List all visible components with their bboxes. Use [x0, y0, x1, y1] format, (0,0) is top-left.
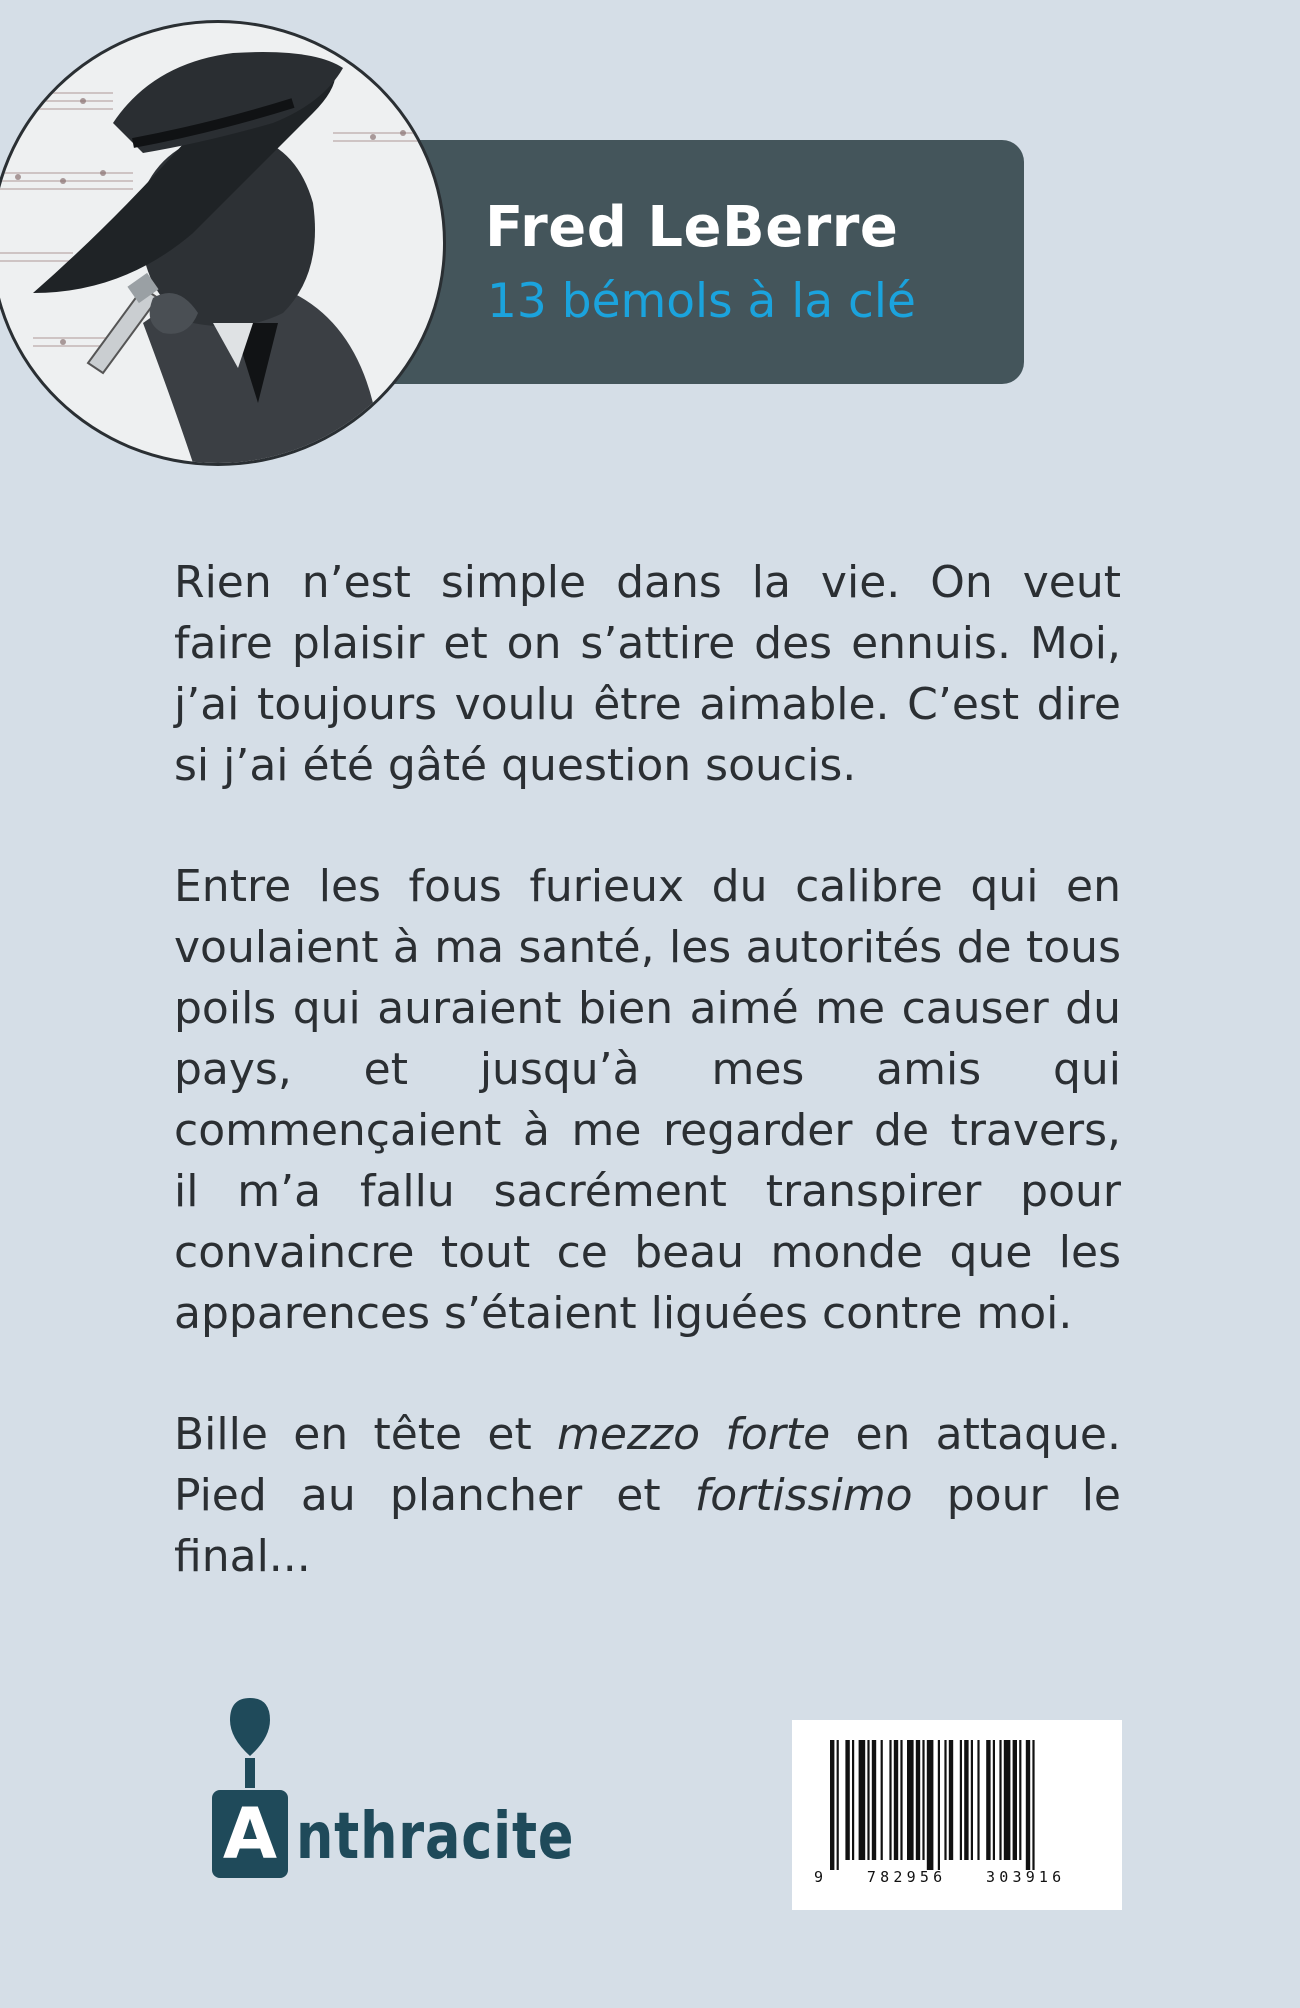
- barcode-bar: [971, 1740, 973, 1860]
- barcode-bar: [845, 1740, 849, 1860]
- barcode-bar: [881, 1740, 883, 1860]
- barcode-bar: [830, 1740, 834, 1870]
- barcode-bar: [894, 1740, 898, 1860]
- barcode-bar: [1026, 1740, 1030, 1870]
- barcode-bar: [867, 1740, 869, 1860]
- barcode-bar: [960, 1740, 962, 1860]
- barcode-bar: [1032, 1740, 1034, 1870]
- barcode-bar: [927, 1740, 934, 1870]
- publisher-logo: [212, 1698, 592, 1878]
- barcode-bar: [964, 1740, 968, 1860]
- blurb-text-run: pour le final...: [174, 1470, 1122, 1582]
- barcode-bar: [949, 1740, 953, 1860]
- barcode-bar: [900, 1740, 902, 1860]
- barcode-bar: [837, 1740, 839, 1870]
- barcode-bar: [859, 1740, 866, 1860]
- barcode-bars: [792, 1720, 1122, 1870]
- barcode-bar: [938, 1740, 940, 1870]
- barcode-bar: [852, 1740, 854, 1860]
- barcode-bar: [916, 1740, 920, 1860]
- logo-letter-a: A: [222, 1793, 278, 1875]
- saxophonist-illustration: [0, 23, 443, 463]
- portrait-medallion: [0, 20, 446, 466]
- blurb-italic-term: mezzo forte: [557, 1409, 831, 1460]
- barcode-bar: [907, 1740, 914, 1860]
- blurb-italic-term: fortissimo: [694, 1470, 913, 1521]
- blurb-paragraph-2: Entre les fous furieux du calibre qui en voulaient à ma santé, les autorités de tous poils qui auraient bien aimé me causer du pays, et jusqu’à mes amis qui commençaient à me regarder de travers, il m’a fallu sacrément transpirer pour convaincre tout ce beau monde que les apparences s’étaient liguées contre moi.: [174, 861, 1121, 1339]
- blurb-text: [174, 552, 1121, 1647]
- blurb-paragraph-3: [174, 1404, 1121, 1587]
- blurb-text-run: en attaque. Pied au plancher et: [174, 1409, 1121, 1521]
- book-title: 13 bémols à la clé: [487, 274, 916, 329]
- barcode-bar: [1004, 1740, 1011, 1860]
- barcode-bar: [872, 1740, 876, 1860]
- barcode-bar: [889, 1740, 891, 1860]
- isbn-number: 9 782956 303916: [814, 1868, 1066, 1886]
- barcode-bar: [986, 1740, 990, 1860]
- barcode-bar: [922, 1740, 924, 1860]
- publisher-name: nthracite: [296, 1800, 575, 1874]
- isbn-barcode: [792, 1720, 1122, 1910]
- blurb-paragraph-1: Rien n’est simple dans la vie. On veut faire plaisir et on s’attire des ennuis. Moi, j’ai toujours voulu être aimable. C’est dire si j’ai été gâté question soucis.: [174, 557, 1121, 791]
- barcode-bar: [1013, 1740, 1017, 1860]
- barcode-bar: [1019, 1740, 1021, 1860]
- barcode-bar: [944, 1740, 946, 1860]
- barcode-bar: [993, 1740, 995, 1860]
- author-name: Fred LeBerre: [485, 195, 899, 260]
- blurb-text-run: Bille en tête et: [174, 1409, 557, 1460]
- barcode-bar: [999, 1740, 1001, 1860]
- barcode-bar: [977, 1740, 979, 1860]
